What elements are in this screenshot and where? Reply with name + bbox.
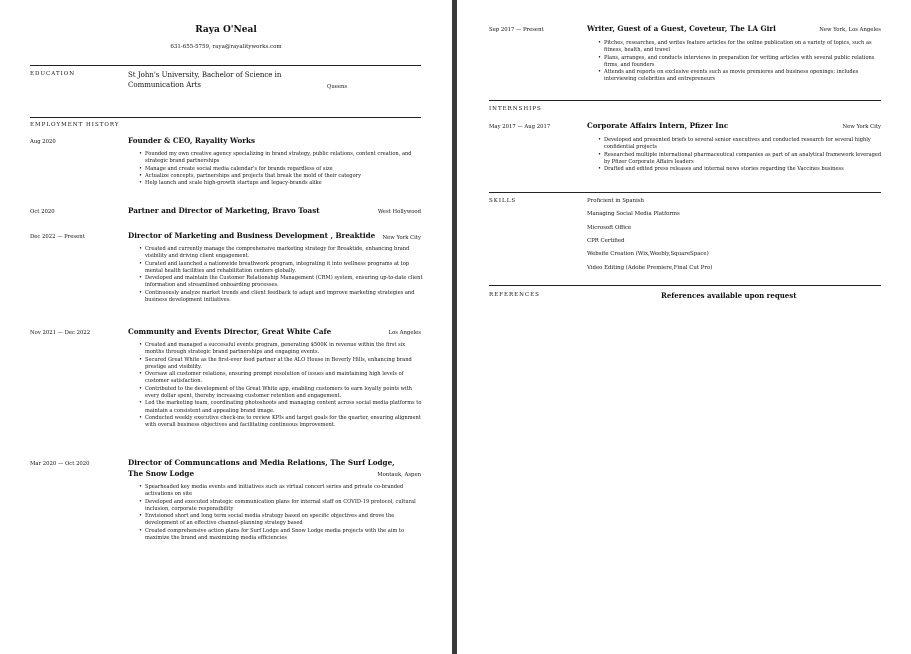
candidate-name: Raya O'Neal bbox=[195, 25, 257, 35]
bullet-item: • Envisioned short and long term social media strategy based on specific objectives and drove the development of an effective channel-planning strategy based bbox=[145, 513, 423, 528]
job-title: Corporate Affairs Intern, Pfizer Inc bbox=[587, 121, 729, 130]
job-bullets bbox=[145, 342, 423, 430]
bullet-item: • Researched multiple international pharmaceutical companies as part of an analytical framework leveraged by Pfizer Corporate Affairs leaders bbox=[604, 152, 886, 167]
divider bbox=[489, 100, 881, 101]
divider bbox=[30, 117, 421, 118]
job-location: New York City bbox=[382, 235, 421, 241]
job-bullets bbox=[145, 151, 423, 187]
job-title: Writer, Guest of a Guest, Coveteur, The LA Girl bbox=[587, 24, 776, 33]
section-label-employment: EMPLOYMENT HISTORY bbox=[30, 122, 120, 128]
bullet-item: • Created and managed a successful events program, generating $500K in revenue within the first six months through strategic brand partnerships and engaging events. bbox=[145, 342, 423, 357]
bullet-item: • Continuously analyze market trends and client feedback to adapt and improve marketing strategies and business development initiatives. bbox=[145, 290, 423, 305]
bullet-item: • Secured Great White as the first-ever food partner at the ALO House in Beverly Hills, enhancing brand prestige and visibility. bbox=[145, 357, 423, 372]
skill-item: CPR Certified bbox=[587, 238, 625, 244]
job-date: Nov 2021 — Dec 2022 bbox=[30, 330, 91, 336]
bullet-item: • Founded my own creative agency specializing in brand strategy, public relations, content creation, and strategic brand partnerships bbox=[145, 151, 423, 166]
divider bbox=[489, 192, 881, 193]
references-text: References available upon request bbox=[661, 291, 797, 300]
job-bullets bbox=[145, 246, 423, 304]
job-title-line1: Director of Communcations and Media Relations, The Surf Lodge, bbox=[128, 458, 395, 467]
bullet-item: • Created comprehensive action plans for Surf Lodge and Snow Lodge media projects with the aim to maximize the brand and maximizing media efficiencies bbox=[145, 528, 423, 543]
skill-item: Microsoft Office bbox=[587, 225, 632, 231]
bullet-item: • Contributed to the development of the Great White app, enabling customers to earn loyalty points with every dollar spent, thereby increasing customer retention and engagement. bbox=[145, 386, 423, 401]
skill-item: Managing Social Media Platforms bbox=[587, 211, 680, 217]
job-date: Dec 2022 — Present bbox=[30, 234, 85, 240]
bullet-item: • Pitches, researches, and writes feature articles for the online publication on a variety of topics, such as fitness, health, and travel bbox=[604, 40, 882, 55]
job-bullets bbox=[604, 137, 886, 173]
bullet-item: • Conducted weekly executive check-ins to review KPIs and target goals for the quarter, ensuring alignment with overall business objectives and facilitating continuous improvement. bbox=[145, 415, 423, 430]
bullet-item: • Curated and launched a nationwide breathwork program, integrating it into wellness programs at top mental health facilities and rehabilitation centers globally. bbox=[145, 261, 423, 276]
job-title: Community and Events Director, Great White Cafe bbox=[128, 327, 332, 336]
bullet-item: • Created and currently manage the comprehensive marketing strategy for Breaktide, enhancing brand visibility and driving client engagement. bbox=[145, 246, 423, 261]
bullet-item: • Manage and create social media calendar's for brands regardless of size bbox=[145, 166, 423, 173]
contact-info: 631-655-5759, raya@rayalityworks.com bbox=[170, 44, 282, 50]
bullet-item: • Help launch and scale high-growth startups and legacy-brands alike bbox=[145, 180, 423, 187]
job-title: Partner and Director of Marketing, Bravo Toast bbox=[128, 206, 320, 215]
bullet-item: • Developed and executed strategic communication plans for internal staff on COVID-19 protocol, cultural inclusion, corporate responsibility bbox=[145, 499, 423, 514]
education-location: Queens bbox=[327, 84, 348, 90]
job-location: New York City bbox=[842, 124, 881, 130]
job-location: New York, Los Angeles bbox=[819, 27, 881, 33]
section-label-internships: INTERNSHIPS bbox=[489, 106, 542, 112]
job-bullets bbox=[604, 40, 882, 84]
bullet-item: • Drafted and edited press releases and internal news stories regarding the Vaccines business bbox=[604, 166, 886, 173]
skill-item: Video Editing (Adobe Premiere,Final Cut Pro) bbox=[587, 265, 713, 271]
resume-page-1 bbox=[0, 0, 452, 654]
education-degree-line2: Communication Arts bbox=[128, 81, 202, 89]
bullet-item: • Actualize concepts, partnerships and projects that break the mold of their category bbox=[145, 173, 423, 180]
education-degree-line1: St John's University, Bachelor of Science in bbox=[128, 71, 282, 79]
job-date: May 2017 — Aug 2017 bbox=[489, 124, 551, 130]
job-location: Los Angeles bbox=[388, 330, 421, 336]
job-title-line2: The Snow Lodge bbox=[128, 469, 195, 478]
job-title: Director of Marketing and Business Development , Breaktide bbox=[128, 231, 376, 240]
bullet-item: • Oversaw all customer relations, ensuring prompt resolution of issues and maintaining high levels of customer satisfaction. bbox=[145, 371, 423, 386]
job-bullets bbox=[145, 484, 423, 542]
skill-item: Website Creation (Wix,Weebly,SquareSpace) bbox=[587, 251, 709, 257]
bullet-item: • Plans, arranges, and conducts interviews in preparation for writing articles with several public relations firms, and founders bbox=[604, 55, 882, 70]
section-label-skills: SKILLS bbox=[489, 198, 517, 204]
section-label-references: REFERENCES bbox=[489, 292, 540, 298]
section-label-education: EDUCATION bbox=[30, 71, 76, 77]
job-date: Oct 2020 bbox=[30, 209, 55, 215]
job-date: Mar 2020 — Oct 2020 bbox=[30, 461, 90, 467]
bullet-item: • Attends and reports on exclusive events such as movie premieres and business openings; includes interviewing celebrities and entrepreneurs bbox=[604, 69, 882, 84]
job-location: Montauk, Aspen bbox=[377, 472, 421, 478]
job-date: Sep 2017 — Present bbox=[489, 27, 544, 33]
skill-item: Proficient in Spanish bbox=[587, 198, 645, 204]
job-title: Founder & CEO, Rayality Works bbox=[128, 136, 256, 145]
bullet-item: • Developed and presented briefs to several senior executives and conducted research for several highly confidential projects bbox=[604, 137, 886, 152]
resume-page-2 bbox=[457, 0, 911, 654]
divider bbox=[30, 65, 421, 66]
job-date: Aug 2020 bbox=[30, 139, 56, 145]
divider bbox=[489, 285, 881, 286]
bullet-item: • Led the marketing team, coordinating photoshoots and managing content across social media platforms to maintain a consistent and appealing brand image. bbox=[145, 400, 423, 415]
bullet-item: • Developed and maintain the Customer Relationship Management (CRM) system, ensuring up-to-date client information and streamlined onboarding processes. bbox=[145, 275, 423, 290]
bullet-item: • Spearheaded key media events and initiatives such as virtual concert series and private co-branded activations on site bbox=[145, 484, 423, 499]
job-location: West Hollywood bbox=[377, 209, 421, 215]
